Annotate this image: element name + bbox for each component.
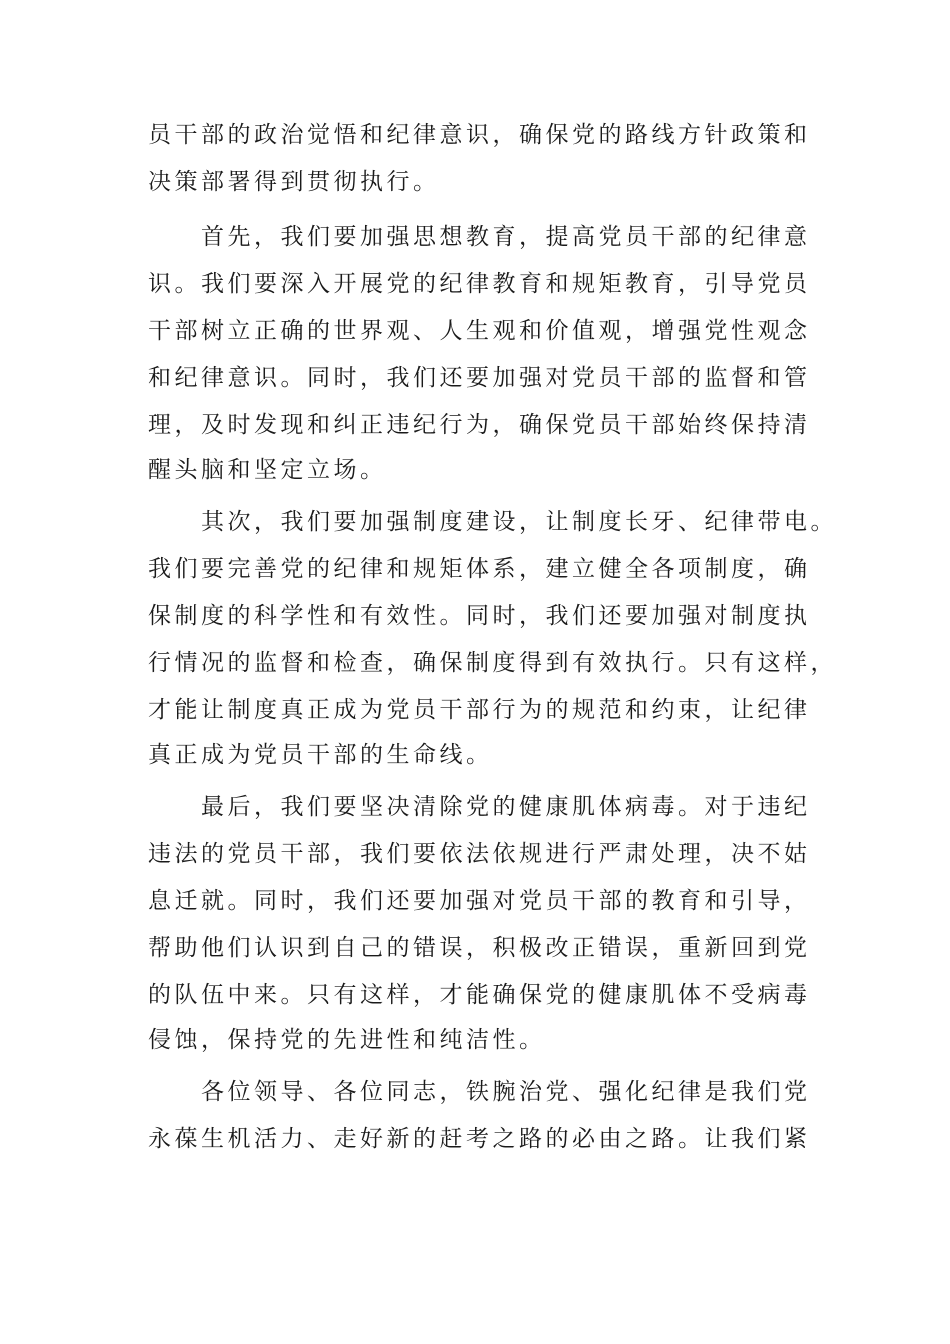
text-line: 理，及时发现和纠正违纪行为，确保党员干部始终保持清 xyxy=(148,412,811,438)
text-line: 醒头脑和坚定立场。 xyxy=(148,457,387,483)
paragraph xyxy=(148,214,811,491)
text-line: 识。我们要深入开展党的纪律教育和规矩教育，引导党员 xyxy=(148,271,811,297)
text-line: 永葆生机活力、走好新的赶考之路的必由之路。让我们紧 xyxy=(148,1126,811,1152)
text-line: 违法的党员干部，我们要依法依规进行严肃处理，决不姑 xyxy=(148,841,811,867)
text-line: 侵蚀，保持党的先进性和纯洁性。 xyxy=(148,1027,546,1053)
text-line: 息迁就。同时，我们还要加强对党员干部的教育和引导， xyxy=(148,888,811,914)
paragraph xyxy=(148,112,811,206)
text-line: 最后，我们要坚决清除党的健康肌体病毒。对于违纪 xyxy=(201,794,811,820)
paragraph xyxy=(148,499,837,776)
document-body xyxy=(148,112,837,1163)
text-line: 行情况的监督和检查，确保制度得到有效执行。只有这样， xyxy=(148,650,837,676)
text-line: 干部树立正确的世界观、人生观和价值观，增强党性观念 xyxy=(148,318,811,344)
text-line: 员干部的政治觉悟和纪律意识，确保党的路线方针政策和 xyxy=(148,122,811,148)
paragraph xyxy=(148,1069,811,1163)
text-line: 决策部署得到贯彻执行。 xyxy=(148,169,440,195)
text-line: 的队伍中来。只有这样，才能确保党的健康肌体不受病毒 xyxy=(148,982,811,1008)
text-line: 保制度的科学性和有效性。同时，我们还要加强对制度执 xyxy=(148,603,811,629)
text-line: 才能让制度真正成为党员干部行为的规范和约束，让纪律 xyxy=(148,697,811,723)
paragraph xyxy=(148,784,811,1061)
text-line: 其次，我们要加强制度建设，让制度长牙、纪律带电。 xyxy=(201,509,837,535)
text-line: 真正成为党员干部的生命线。 xyxy=(148,742,493,768)
text-line: 我们要完善党的纪律和规矩体系，建立健全各项制度，确 xyxy=(148,556,811,582)
text-line: 首先，我们要加强思想教育，提高党员干部的纪律意 xyxy=(201,224,811,250)
text-line: 和纪律意识。同时，我们还要加强对党员干部的监督和管 xyxy=(148,365,811,391)
text-line: 各位领导、各位同志，铁腕治党、强化纪律是我们党 xyxy=(201,1079,811,1105)
text-line: 帮助他们认识到自己的错误，积极改正错误，重新回到党 xyxy=(148,935,811,961)
